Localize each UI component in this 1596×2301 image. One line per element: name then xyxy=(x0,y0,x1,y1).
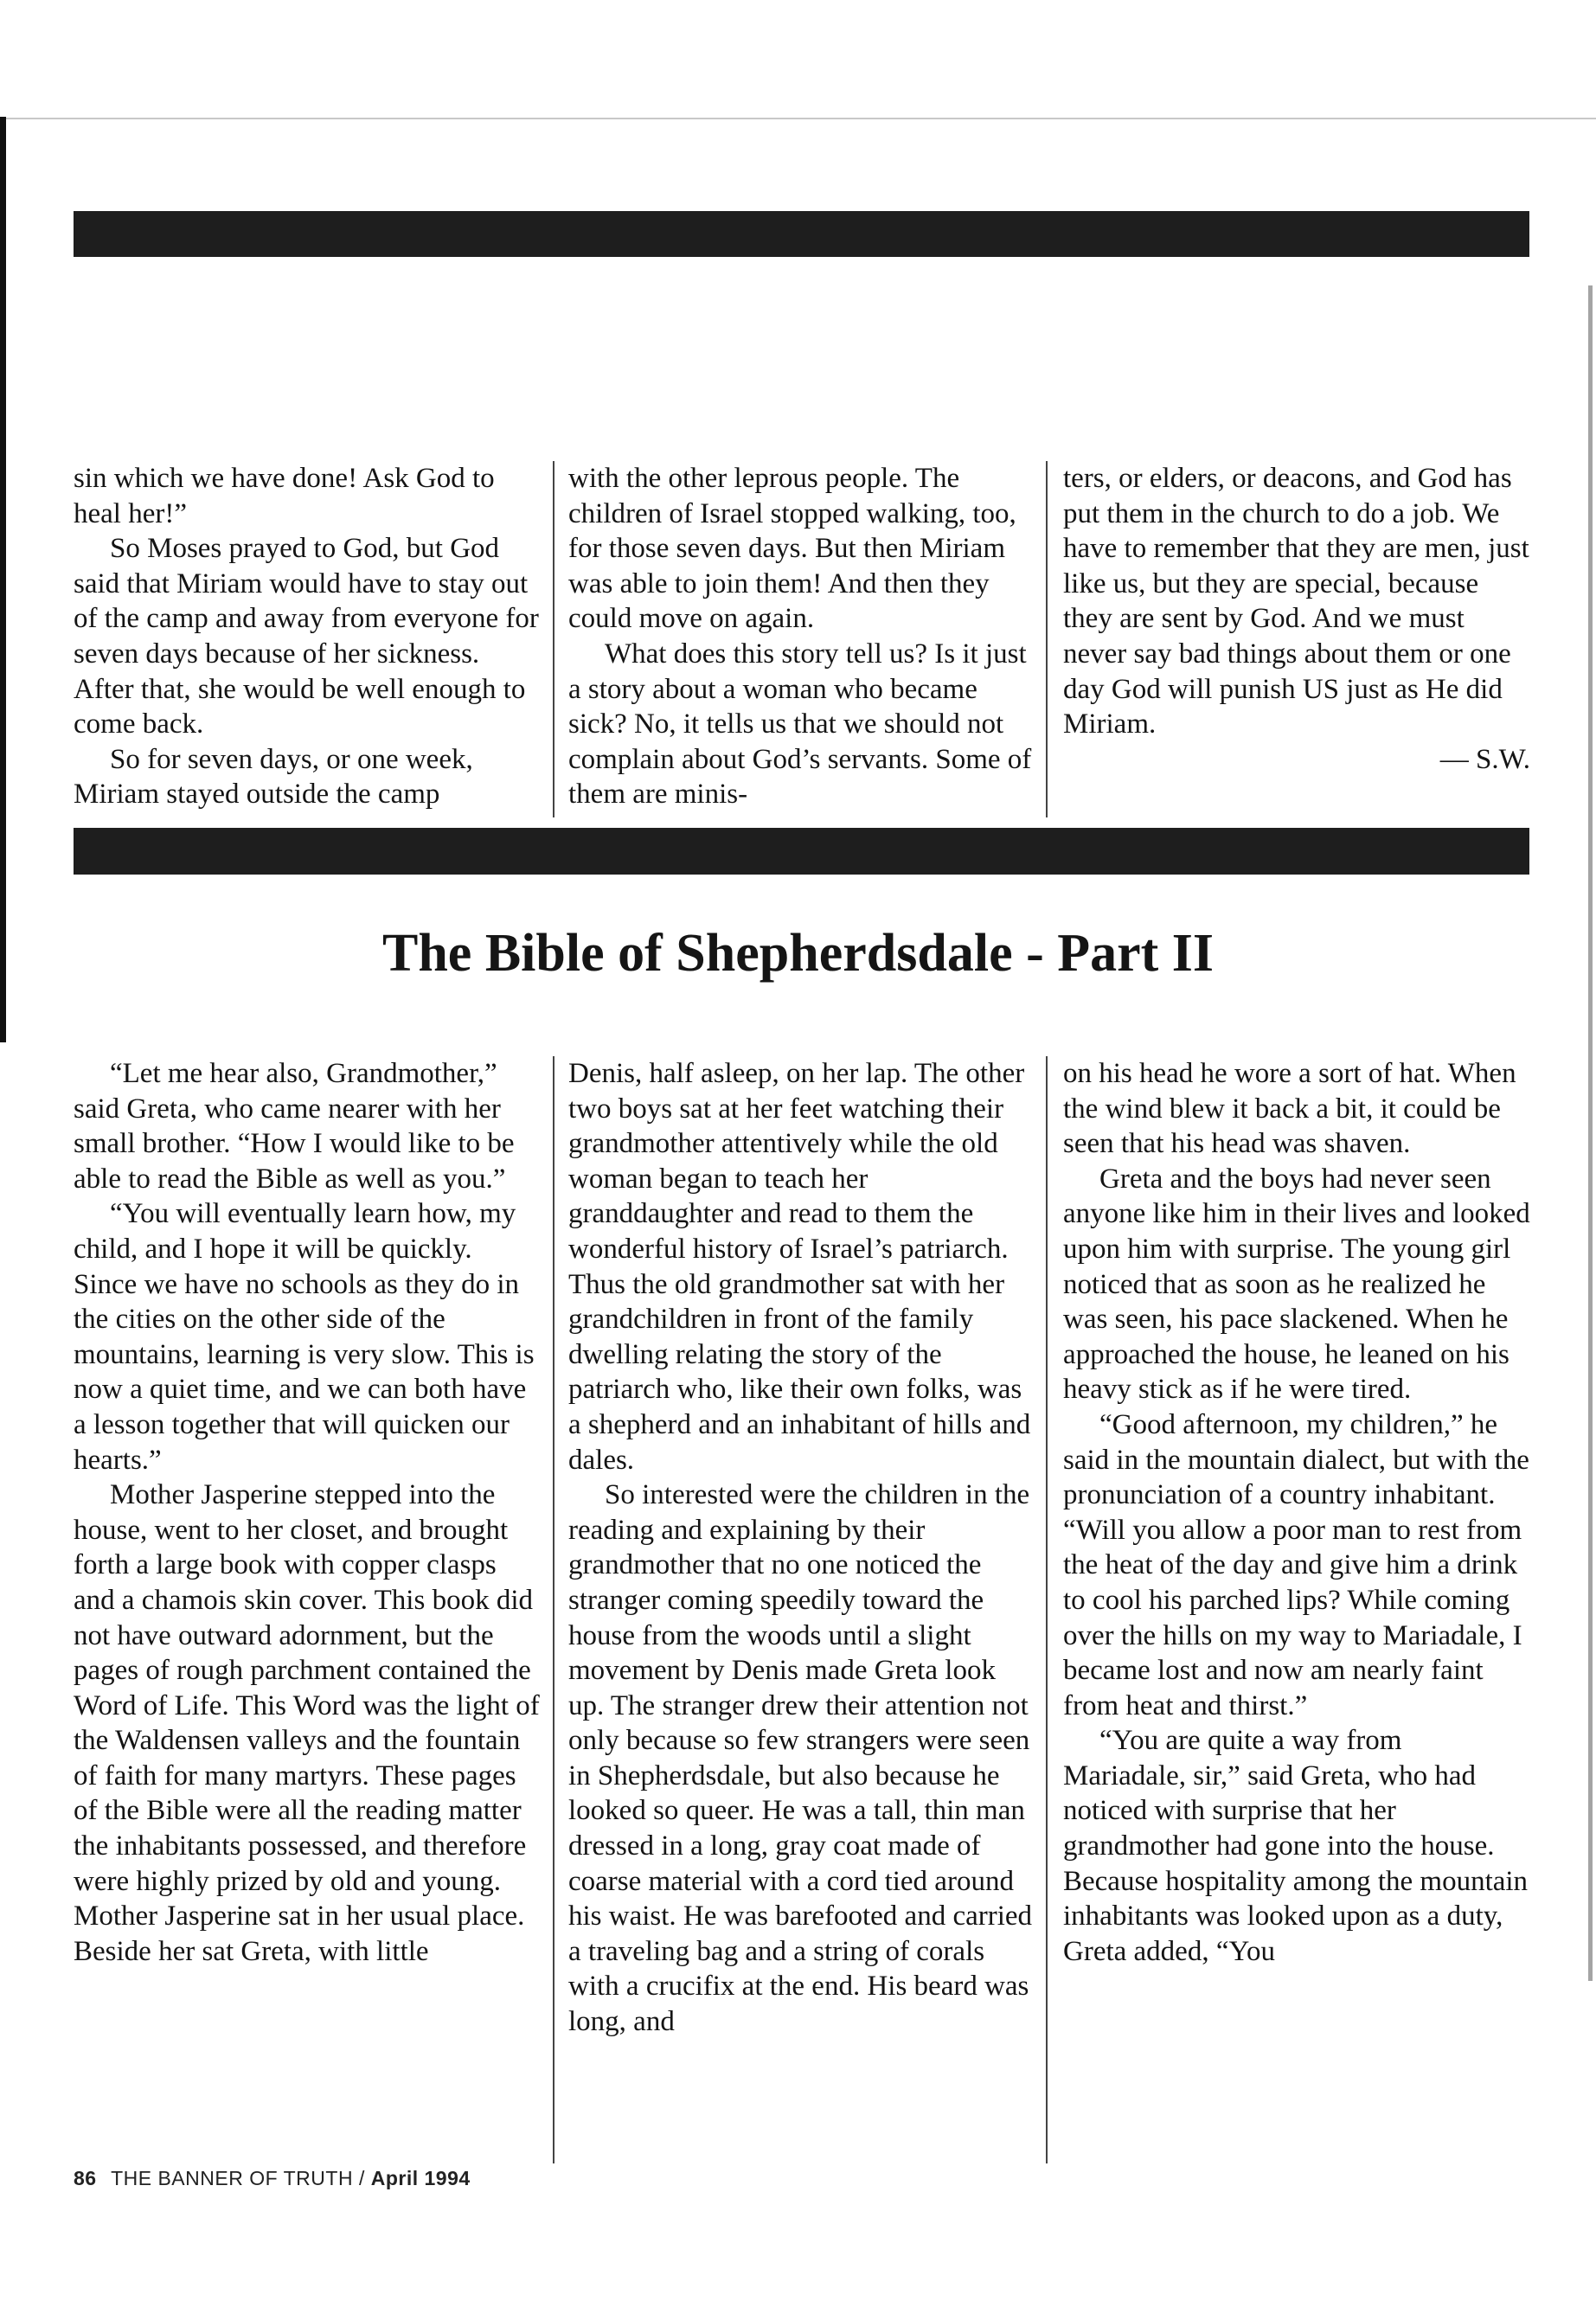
issue-date: April 1994 xyxy=(370,2167,471,2189)
signature: — S.W. xyxy=(1439,743,1530,775)
article-column-3 xyxy=(1063,1056,1530,1969)
paragraph: So Moses prayed to God, but God said that Miriam would have to stay out of the camp and away from everyone for seven days because of her sickness. After that, she would be well enough to come back. xyxy=(74,533,539,740)
paragraph: with the other leprous people. The children of Israel stopped walking, too, for those seven days. But then Miriam was able to join them! And then they could move on again. xyxy=(568,463,1016,635)
column-divider xyxy=(1046,461,1048,817)
column-divider xyxy=(553,461,554,817)
article-column-1 xyxy=(74,1056,541,1969)
article-column-2 xyxy=(568,1056,1035,2040)
publication-name: THE BANNER OF TRUTH / xyxy=(111,2167,365,2189)
paragraph: ters, or elders, or deacons, and God has put them in the church to do a job. We have to remember that they are men, just like us, but they are special, because they are sent by God. And we must never say bad things about them or one day God will punish US just as He did Miriam. xyxy=(1063,463,1529,740)
paragraph: Mother Jasperine stepped into the house, went to her closet, and brought forth a large book with copper clasps and a chamois skin cover. This book did not have outward adornment, but the pages of rough parchment contained the Word of Life. This Word was the light of the Waldensen valleys and the fountain of faith for many martyrs. These pages of the Bible were all the reading matter the inhabitants possessed, and therefore were highly prized by old and young. Mother Jasperine sat in her usual place. Beside her sat Greta, with little xyxy=(74,1479,540,1967)
paragraph: Denis, half asleep, on her lap. The other two boys sat at her feet watching their grandmother attentively while the old woman began to teach her granddaughter and read to them the wonderful history of Israel’s patriarch. Thus the old grandmother sat with her grandchildren in front of the family dwelling relating the story of the patriarch who, like their own folks, was a shepherd and an inhabitant of hills and dales. xyxy=(568,1058,1031,1476)
top-decorative-band xyxy=(74,211,1529,257)
top-story-column-2 xyxy=(568,461,1035,812)
article-body xyxy=(0,1056,1596,2163)
paragraph: What does this story tell us? Is it just a story about a woman who became sick? No, it tells us that we should not complain about God’s servants. Some of them are minis- xyxy=(568,638,1032,811)
column-divider xyxy=(553,1056,554,2163)
scan-top-edge xyxy=(0,118,1596,119)
paragraph: “You will eventually learn how, my child, and I hope it will be quickly. Since we have no schools as they do in the cities on the other side of the mountains, learning is very slow. This is now a quiet time, and we can both have a lesson together that will quicken our hearts.” xyxy=(74,1198,535,1476)
article-title: The Bible of Shepherdsdale - Part II xyxy=(381,924,1215,983)
section-divider-band xyxy=(74,828,1529,875)
page-footer xyxy=(74,2167,471,2190)
paragraph: So for seven days, or one week, Miriam stayed outside the camp xyxy=(74,743,473,811)
column-divider xyxy=(1046,1056,1048,2163)
top-story-column-1 xyxy=(74,461,541,812)
top-story-column-3 xyxy=(1063,461,1530,777)
paragraph: sin which we have done! Ask God to heal her!” xyxy=(74,463,495,529)
paragraph: Greta and the boys had never seen anyone like him in their lives and looked upon him with surprise. The young girl noticed that as soon as he realized he was seen, his pace slackened. When he approached the house, he leaned on his heavy stick as if he were tired. xyxy=(1063,1163,1530,1406)
paragraph: “Good afternoon, my children,” he said in the mountain dialect, but with the pronunciation of a country inhabitant. “Will you allow a poor man to rest from the heat of the day and give him a drink to cool his parched lips? While coming over the hills on my way to Mariadale, I became lost and now am nearly faint from heat and thirst.” xyxy=(1063,1408,1529,1721)
paragraph: on his head he wore a sort of hat. When the wind blew it back a bit, it could be seen that his head was shaven. xyxy=(1063,1058,1516,1160)
paragraph: “You are quite a way from Mariadale, sir,” said Greta, who had noticed with surprise that her grandmother had gone into the house. Because hospitality among the mountain inhabitants was looked upon as a duty, Greta added, “You xyxy=(1063,1725,1529,1967)
top-story xyxy=(0,461,1596,817)
paragraph: “Let me hear also, Grandmother,” said Greta, who came nearer with her small brother. “How I would like to be able to read the Bible as well as you.” xyxy=(74,1058,515,1195)
page-number: 86 xyxy=(74,2167,97,2189)
paragraph: So interested were the children in the reading and explaining by their grandmother that no one noticed the stranger coming speedily toward the house from the woods until a slight movement by Denis made Greta look up. The stranger drew their attention not only because so few strangers were seen in Shepherdsdale, but also because he looked so queer. He was a tall, thin man dressed in a long, gray coat made of coarse material with a cord tied around his waist. He was barefooted and carried a traveling bag and a string of corals with a crucifix at the end. His beard was long, and xyxy=(568,1479,1033,2038)
